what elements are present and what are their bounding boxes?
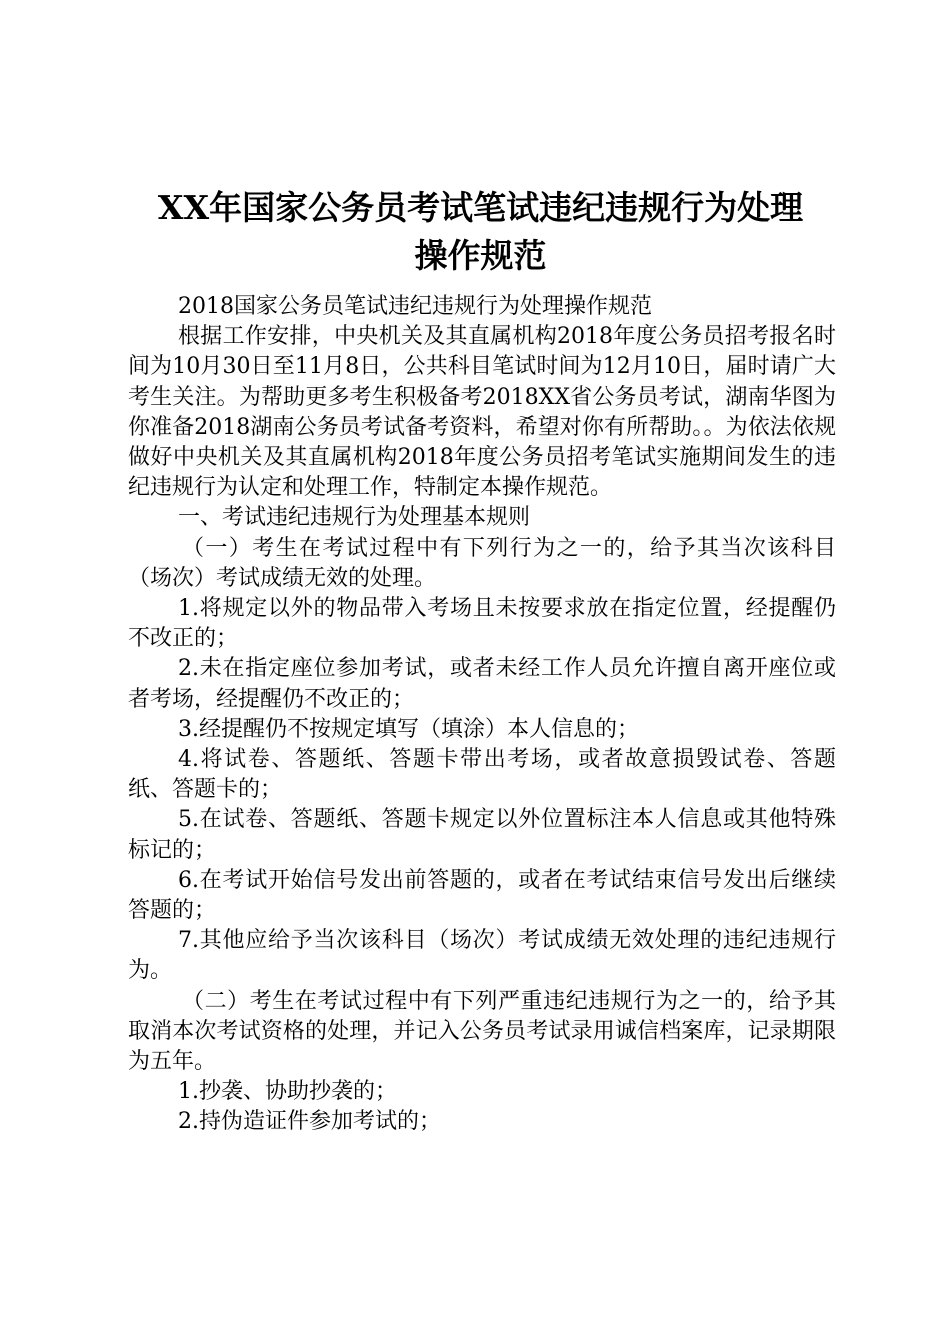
list-item: 1.将规定以外的物品带入考场且未按要求放在指定位置，经提醒仍不改正的；	[128, 596, 836, 652]
document-body	[128, 292, 836, 1138]
list-item: 4.将试卷、答题纸、答题卡带出考场，或者故意损毁试卷、答题纸、答题卡的；	[128, 747, 836, 803]
section-heading-1: 一、考试违纪违规行为处理基本规则	[178, 505, 531, 531]
list-item: 1.抄袭、协助抄袭的；	[178, 1079, 397, 1105]
document-title-line-2: 操作规范	[414, 236, 547, 275]
subsection-heading-2: （二）考生在考试过程中有下列严重违纪违规行为之一的，给予其取消本次考试资格的处理，并记入公务员考试录用诚信档案库，记录期限为五年。	[128, 988, 836, 1075]
list-item: 3.经提醒仍不按规定填写（填涂）本人信息的；	[178, 716, 639, 742]
list-item: 5.在试卷、答题纸、答题卡规定以外位置标注本人信息或其他特殊标记的；	[128, 807, 836, 863]
paragraph-intro: 根据工作安排，中央机关及其直属机构2018年度公务员招考报名时间为10月30日至11月8日，公共科目笔试时间为12月10日，届时请广大考生关注。为帮助更多考生积极备考2018XX省公务员考试，湖南华图为你准备2018湖南公务员考试备考资料，希望对你有所帮助。。为依法依规做好中央机关及其直属机构2018年度公务员招考笔试实施期间发生的违纪违规行为认定和处理工作，特制定本操作规范。	[128, 324, 836, 501]
subsection-heading-1: （一）考生在考试过程中有下列行为之一的，给予其当次该科目（场次）考试成绩无效的处理。	[128, 535, 836, 591]
list-item: 2.未在指定座位参加考试，或者未经工作人员允许擅自离开座位或者考场，经提醒仍不改正的；	[128, 656, 836, 712]
paragraph-subtitle: 2018国家公务员笔试违纪违规行为处理操作规范	[178, 294, 652, 319]
list-item: 2.持伪造证件参加考试的；	[178, 1109, 441, 1135]
list-item: 7.其他应给予当次该科目（场次）考试成绩无效处理的违纪违规行为。	[128, 928, 836, 984]
document-title-line-1: XX年国家公务员考试笔试违纪违规行为处理	[157, 188, 804, 227]
list-item: 6.在考试开始信号发出前答题的，或者在考试结束信号发出后继续答题的；	[128, 867, 836, 924]
